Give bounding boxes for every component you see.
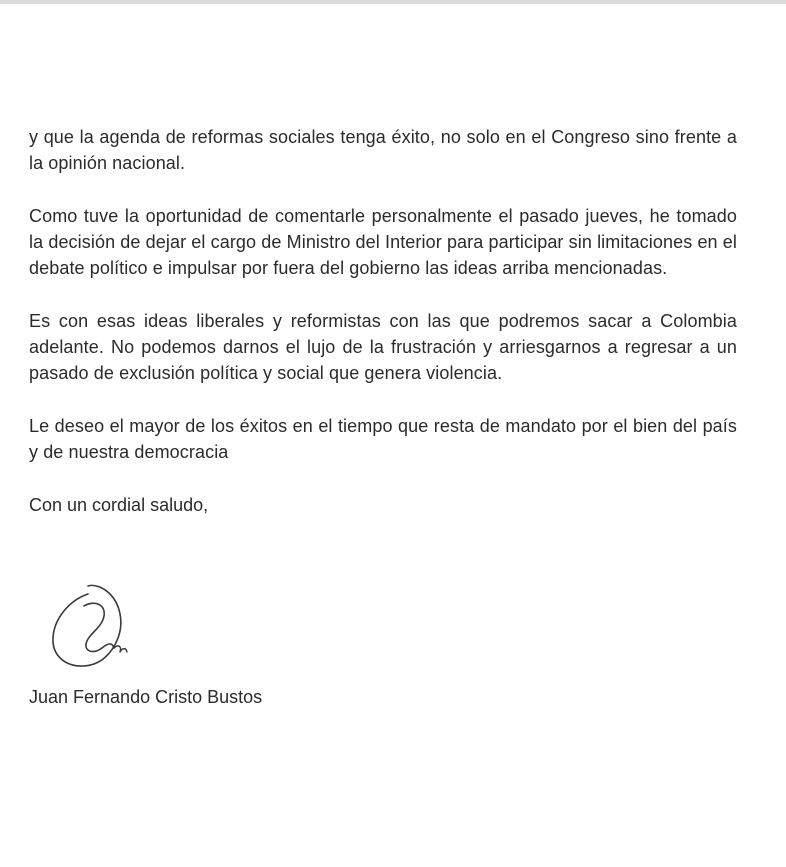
- letter-body: [29, 124, 737, 518]
- handwritten-signature: [48, 568, 148, 672]
- paragraph-ideas: Es con esas ideas liberales y reformistas con las que podremos sacar a Colombia adelante. No podemos darnos el lujo de la frustración y arriesgarnos a regresar a un pasado de exclusión política y social que genera violencia.: [29, 311, 737, 383]
- paragraph-wishes: Le deseo el mayor de los éxitos en el tiempo que resta de mandato por el bien del país y de nuestra democracia: [29, 416, 737, 462]
- paragraph-gap: [29, 176, 737, 203]
- paragraph-gap: [29, 281, 737, 308]
- paragraph-gap: [29, 465, 737, 492]
- paragraph-gap: [29, 386, 737, 413]
- paragraph-agenda: y que la agenda de reformas sociales tenga éxito, no solo en el Congreso sino frente a la opinión nacional.: [29, 127, 737, 173]
- closing-line: Con un cordial saludo,: [29, 495, 209, 515]
- top-border: [0, 0, 786, 4]
- paragraph-resignation: Como tuve la oportunidad de comentarle personalmente el pasado jueves, he tomado la decisión de dejar el cargo de Ministro del Interior para participar sin limitaciones en el debate político e impulsar por fuera del gobierno las ideas arriba mencionadas.: [29, 206, 737, 278]
- signer-name: Juan Fernando Cristo Bustos: [29, 687, 263, 707]
